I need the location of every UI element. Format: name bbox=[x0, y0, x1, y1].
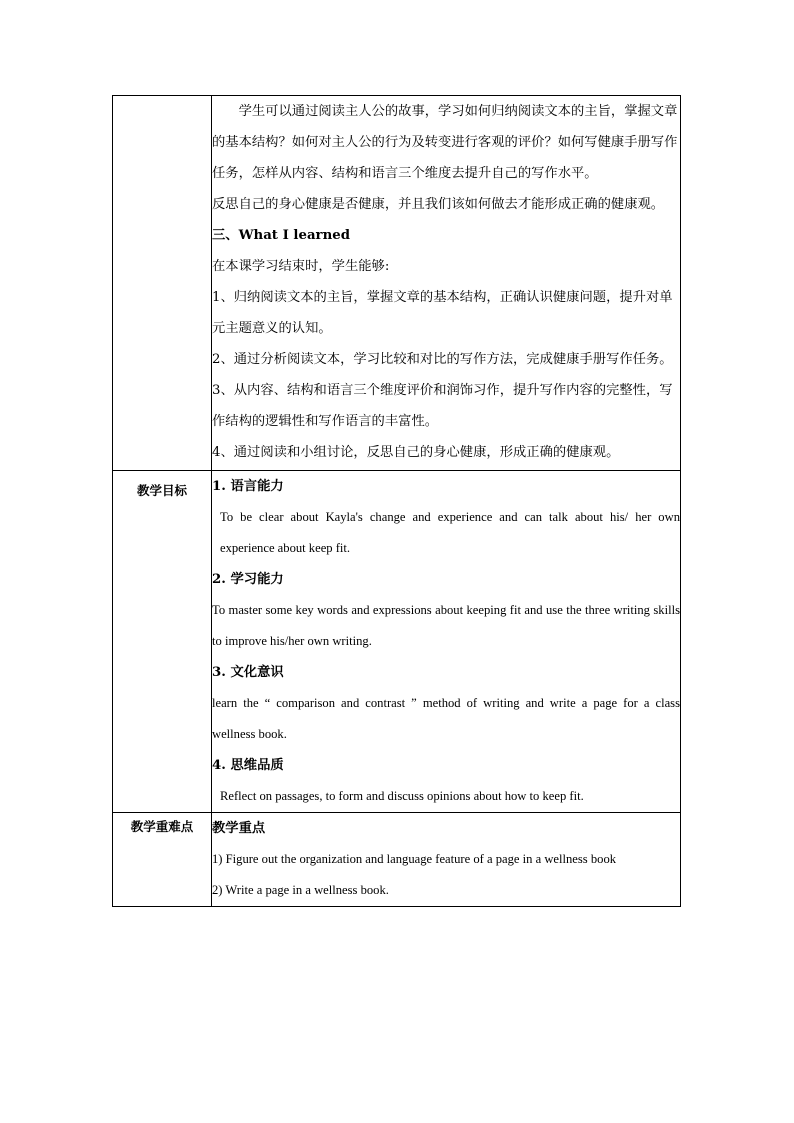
row-label-empty bbox=[113, 96, 212, 471]
key-point: 1) Figure out the organization and language feature of a page in a wellness book bbox=[212, 852, 617, 866]
lesson-plan-table bbox=[112, 95, 681, 907]
objective-text: learn the “ comparison and contrast ” method of writing and write a page for a class wellness book. bbox=[212, 696, 680, 741]
key-point: 2) Write a page in a wellness book. bbox=[212, 883, 389, 897]
key-points-cell bbox=[212, 813, 681, 907]
table-row bbox=[113, 813, 681, 907]
key-points-heading: 教学重点 bbox=[212, 821, 266, 836]
paragraph: 反思自己的身心健康是否健康，并且我们该如何做去才能形成正确的健康观。 bbox=[212, 197, 665, 212]
objective-heading: 3. 文化意识 bbox=[212, 665, 284, 680]
learning-content-cell bbox=[212, 96, 681, 471]
objective-heading: 1. 语言能力 bbox=[212, 479, 284, 494]
objective-text: Reflect on passages, to form and discuss opinions about how to keep fit. bbox=[220, 789, 584, 803]
objective-text: To master some key words and expressions about keeping fit and use the three writing skills to improve his/her own writing. bbox=[212, 603, 680, 648]
table-row bbox=[113, 96, 681, 471]
list-item: 1、归纳阅读文本的主旨，掌握文章的基本结构，正确认识健康问题，提升对单元主题意义的认知。 bbox=[212, 290, 673, 336]
objective-heading: 4. 思维品质 bbox=[212, 758, 284, 773]
objective-text: To be clear about Kayla's change and experience and can talk about his/ her own experience about keep fit. bbox=[220, 510, 680, 555]
section-heading: 三、What I learned bbox=[212, 228, 350, 243]
row-label-key-points: 教学重难点 bbox=[113, 813, 212, 907]
list-item: 4、通过阅读和小组讨论，反思自己的身心健康，形成正确的健康观。 bbox=[212, 445, 620, 460]
list-item: 2、通过分析阅读文本，学习比较和对比的写作方法，完成健康手册写作任务。 bbox=[212, 352, 673, 367]
table-row bbox=[113, 471, 681, 813]
paragraph: 在本课学习结束时，学生能够: bbox=[212, 259, 390, 274]
objective-heading: 2. 学习能力 bbox=[212, 572, 284, 587]
row-label-objectives: 教学目标 bbox=[113, 471, 212, 813]
objectives-cell bbox=[212, 471, 681, 813]
list-item: 3、从内容、结构和语言三个维度评价和润饰习作，提升写作内容的完整性，写作结构的逻辑性和写作语言的丰富性。 bbox=[212, 383, 673, 429]
paragraph: 学生可以通过阅读主人公的故事，学习如何归纳阅读文本的主旨，掌握文章的基本结构？如何对主人公的行为及转变进行客观的评价？如何写健康手册写作任务，怎样从内容、结构和语言三个维度去提升自己的写作水平。 bbox=[212, 104, 678, 181]
